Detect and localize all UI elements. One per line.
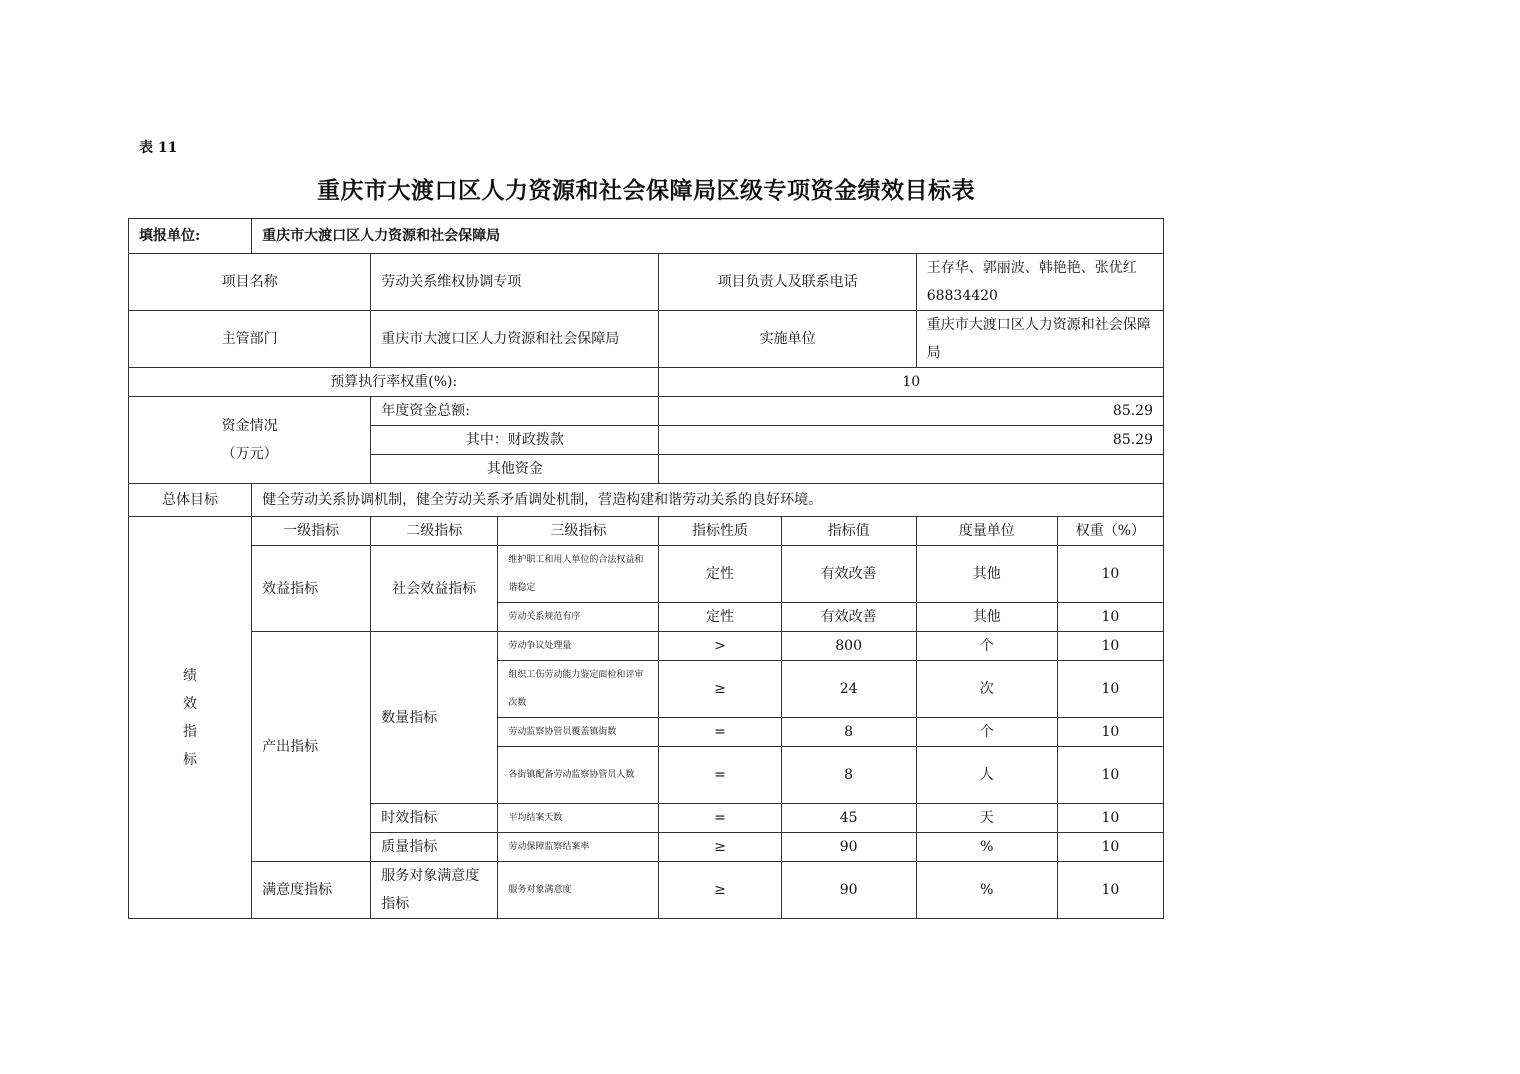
indicator-name: 各街镇配备劳动监察协管员人数 <box>498 747 659 804</box>
indicator-unit: 其他 <box>916 603 1057 632</box>
header-weight: 权重（%） <box>1057 517 1163 546</box>
fill-unit-value: 重庆市大渡口区人力资源和社会保障局 <box>252 219 1164 254</box>
indicator-unit: 其他 <box>916 546 1057 603</box>
indicator-name: 维护职工和用人单位的合法权益和谐稳定 <box>498 546 659 603</box>
performance-goal-table <box>128 218 1164 919</box>
header-nature: 指标性质 <box>659 517 781 546</box>
indicator-nature: 定性 <box>659 603 781 632</box>
indicator-value: 有效改善 <box>781 546 916 603</box>
indicator-nature: = <box>659 747 781 804</box>
indicator-value: 8 <box>781 747 916 804</box>
indicator-weight: 10 <box>1057 632 1163 661</box>
indicator-value: 8 <box>781 718 916 747</box>
indicator-nature: 定性 <box>659 546 781 603</box>
indicator-value: 45 <box>781 804 916 833</box>
indicator-weight: 10 <box>1057 833 1163 862</box>
indicator-value: 24 <box>781 661 916 718</box>
indicator-nature: ≥ <box>659 661 781 718</box>
indicator-name: 劳动监察协管员覆盖镇街数 <box>498 718 659 747</box>
performance-indicator-label <box>129 517 252 919</box>
indicator-unit: 次 <box>916 661 1057 718</box>
indicator-nature: ≥ <box>659 862 781 919</box>
header-level3: 三级指标 <box>498 517 659 546</box>
indicator-unit: 个 <box>916 632 1057 661</box>
fiscal-funds-label: 其中：财政拨款 <box>371 426 659 455</box>
level2-service-satisfaction: 服务对象满意度指标 <box>371 862 498 919</box>
header-unit: 度量单位 <box>916 517 1057 546</box>
level1-output: 产出指标 <box>252 632 371 862</box>
document-title: 重庆市大渡口区人力资源和社会保障局区级专项资金绩效目标表 <box>317 177 975 204</box>
indicator-value: 90 <box>781 833 916 862</box>
perf-label-char: 指 <box>183 723 198 740</box>
level2-quality: 质量指标 <box>371 833 498 862</box>
header-level2: 二级指标 <box>371 517 498 546</box>
indicator-name: 组织工伤劳动能力鉴定面检和评审次数 <box>498 661 659 718</box>
funds-unit-text: （万元） <box>221 446 278 462</box>
indicator-weight: 10 <box>1057 718 1163 747</box>
header-value: 指标值 <box>781 517 916 546</box>
dept-label: 主管部门 <box>129 311 371 368</box>
level1-satisfaction: 满意度指标 <box>252 862 371 919</box>
level1-benefit: 效益指标 <box>252 546 371 632</box>
perf-label-char: 绩 <box>183 667 198 684</box>
overall-goal-text: 健全劳动关系协调机制，健全劳动关系矛盾调处机制，营造构建和谐劳动关系的良好环境。 <box>252 484 1164 517</box>
table-row <box>129 546 1164 603</box>
table-number-label: 表 11 <box>139 140 178 156</box>
indicator-unit: % <box>916 862 1057 919</box>
indicator-value: 800 <box>781 632 916 661</box>
indicator-nature: = <box>659 804 781 833</box>
indicator-nature: = <box>659 718 781 747</box>
funds-label <box>129 397 371 484</box>
indicator-name: 劳动关系规范有序 <box>498 603 659 632</box>
indicator-nature: ≥ <box>659 833 781 862</box>
indicator-weight: 10 <box>1057 661 1163 718</box>
perf-label-char: 标 <box>183 751 198 768</box>
indicator-unit: 个 <box>916 718 1057 747</box>
level2-timeliness: 时效指标 <box>371 804 498 833</box>
header-level1: 一级指标 <box>252 517 371 546</box>
indicator-weight: 10 <box>1057 804 1163 833</box>
other-funds-value <box>659 455 1164 484</box>
indicator-weight: 10 <box>1057 603 1163 632</box>
indicator-nature: > <box>659 632 781 661</box>
fiscal-funds-value: 85.29 <box>659 426 1164 455</box>
indicator-unit: 天 <box>916 804 1057 833</box>
budget-weight-label: 预算执行率权重(%): <box>129 368 659 397</box>
indicator-value: 90 <box>781 862 916 919</box>
fill-unit-label: 填报单位: <box>129 219 252 254</box>
contact-label: 项目负责人及联系电话 <box>659 254 916 311</box>
perf-label-char: 效 <box>183 695 198 712</box>
level2-social-benefit: 社会效益指标 <box>371 546 498 632</box>
table-row <box>129 632 1164 661</box>
indicator-unit: % <box>916 833 1057 862</box>
overall-goal-label: 总体目标 <box>129 484 252 517</box>
indicator-value: 有效改善 <box>781 603 916 632</box>
indicator-weight: 10 <box>1057 546 1163 603</box>
funds-label-text: 资金情况 <box>221 418 278 434</box>
budget-weight-value: 10 <box>659 368 1164 397</box>
indicator-unit: 人 <box>916 747 1057 804</box>
indicator-weight: 10 <box>1057 747 1163 804</box>
project-name-label: 项目名称 <box>129 254 371 311</box>
impl-unit-value: 重庆市大渡口区人力资源和社会保障局 <box>916 311 1163 368</box>
indicator-name: 服务对象满意度 <box>498 862 659 919</box>
indicator-weight: 10 <box>1057 862 1163 919</box>
table-row <box>129 862 1164 919</box>
indicator-name: 劳动保障监察结案率 <box>498 833 659 862</box>
impl-unit-label: 实施单位 <box>659 311 916 368</box>
project-name-value: 劳动关系维权协调专项 <box>371 254 659 311</box>
indicator-name: 平均结案天数 <box>498 804 659 833</box>
total-funds-label: 年度资金总额: <box>371 397 659 426</box>
indicator-name: 劳动争议处理量 <box>498 632 659 661</box>
total-funds-value: 85.29 <box>659 397 1164 426</box>
dept-value: 重庆市大渡口区人力资源和社会保障局 <box>371 311 659 368</box>
other-funds-label: 其他资金 <box>371 455 659 484</box>
contact-value: 王存华、郭丽波、韩艳艳、张优红 68834420 <box>916 254 1163 311</box>
level2-quantity: 数量指标 <box>371 632 498 804</box>
